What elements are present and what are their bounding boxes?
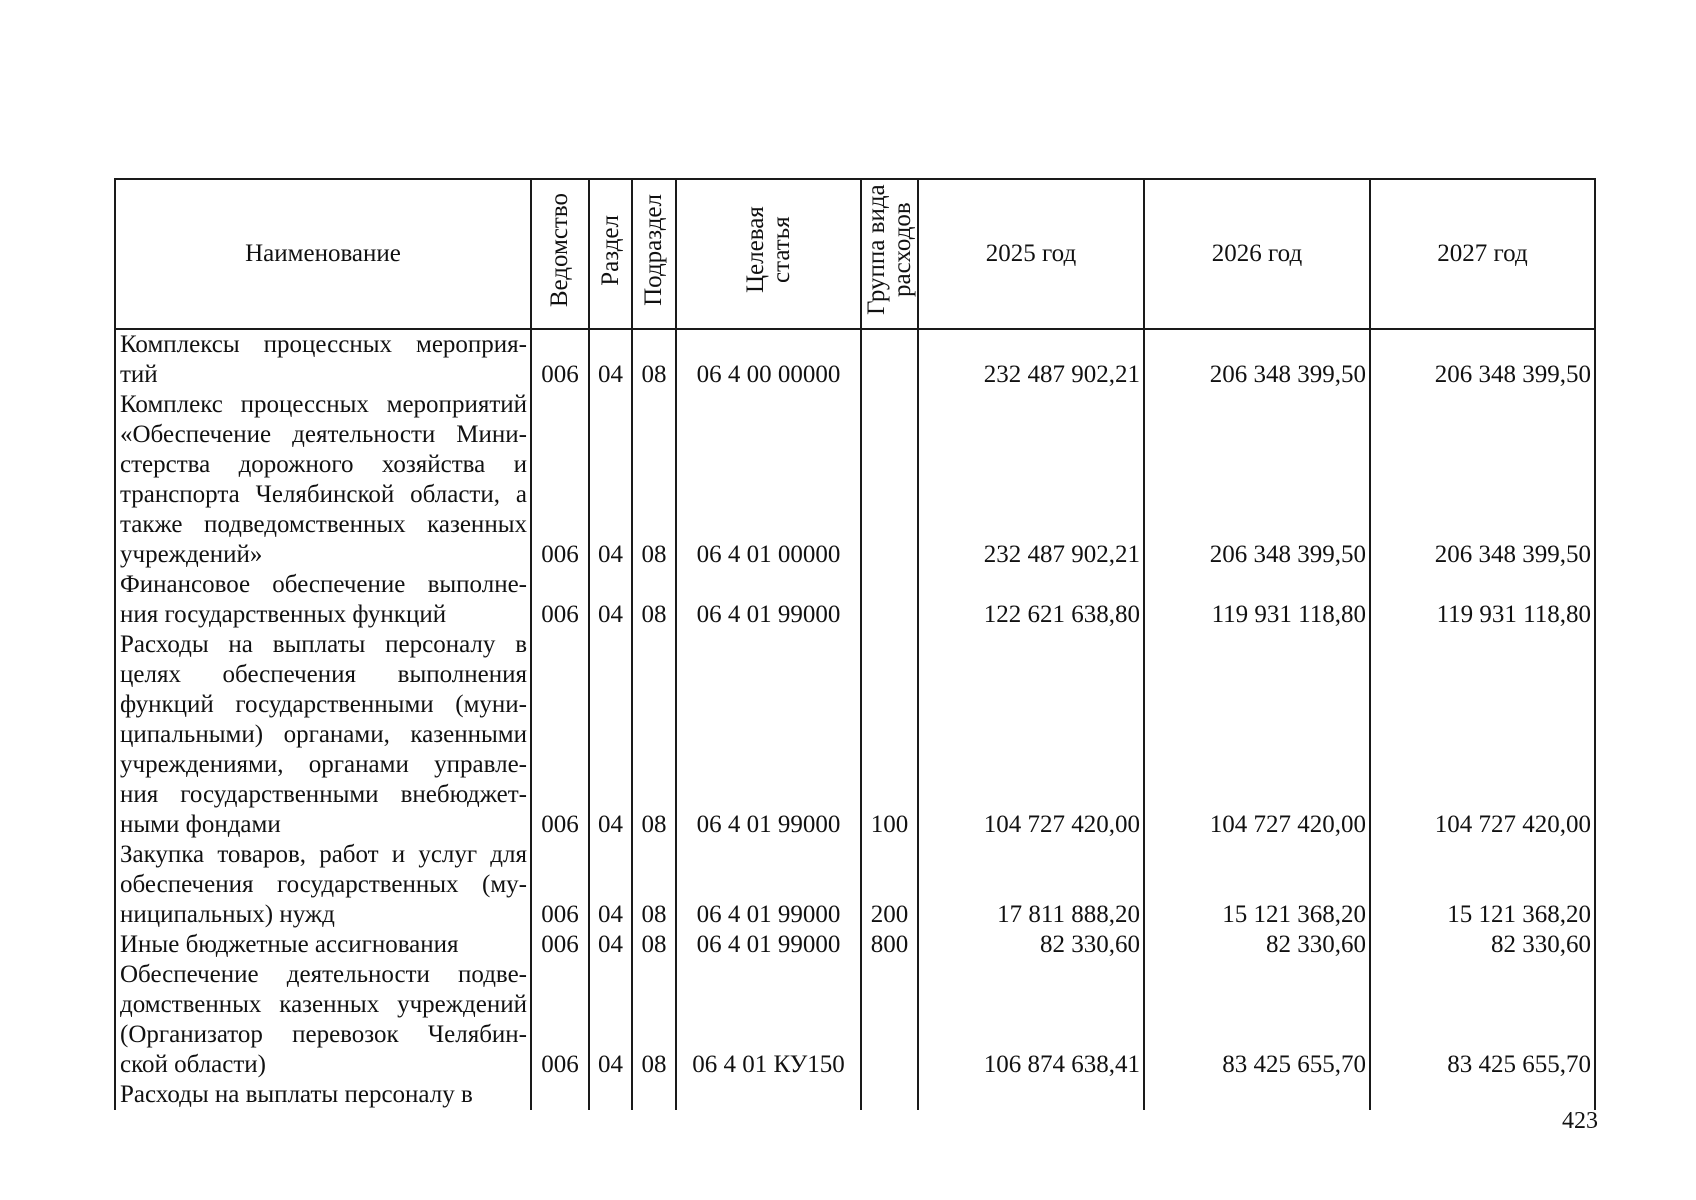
row-gruppa: 100 <box>861 630 918 840</box>
row-2027: 104 727 420,00 <box>1370 630 1595 840</box>
row-2026: 104 727 420,00 <box>1144 630 1370 840</box>
row-2025: 232 487 902,21 <box>918 390 1144 570</box>
row-podrazdel: 08 <box>632 329 676 390</box>
row-ved: 006 <box>531 390 589 570</box>
row-2026: 206 348 399,50 <box>1144 329 1370 390</box>
row-2025: 82 330,60 <box>918 930 1144 960</box>
row-name: Финансовое обеспечение выполне-ния государственных функций <box>115 570 531 630</box>
table-row <box>115 1080 1595 1110</box>
row-ved: 006 <box>531 930 589 960</box>
row-ved: 006 <box>531 960 589 1080</box>
row-2025: 106 874 638,41 <box>918 960 1144 1080</box>
table-row <box>115 930 1595 960</box>
row-celevaya: 06 4 00 00000 <box>676 329 861 390</box>
header-razdel: Раздел <box>589 179 632 329</box>
row-2027: 15 121 368,20 <box>1370 840 1595 930</box>
row-razdel <box>589 1080 632 1110</box>
table-body <box>115 329 1595 1110</box>
row-razdel: 04 <box>589 960 632 1080</box>
table-header <box>115 179 1595 329</box>
budget-table-container <box>114 178 1594 1108</box>
row-podrazdel: 08 <box>632 960 676 1080</box>
header-2026: 2026 год <box>1144 179 1370 329</box>
row-2026: 119 931 118,80 <box>1144 570 1370 630</box>
row-2027: 206 348 399,50 <box>1370 329 1595 390</box>
row-gruppa <box>861 329 918 390</box>
row-2025: 232 487 902,21 <box>918 329 1144 390</box>
row-2027: 82 330,60 <box>1370 930 1595 960</box>
table-row <box>115 390 1595 570</box>
header-2027: 2027 год <box>1370 179 1595 329</box>
row-razdel: 04 <box>589 630 632 840</box>
table-row <box>115 329 1595 390</box>
row-ved: 006 <box>531 570 589 630</box>
page-number: 423 <box>1562 1108 1598 1134</box>
header-name: Наименование <box>115 179 531 329</box>
row-celevaya: 06 4 01 00000 <box>676 390 861 570</box>
row-ved <box>531 1080 589 1110</box>
table-row <box>115 630 1595 840</box>
row-gruppa: 200 <box>861 840 918 930</box>
row-2025: 122 621 638,80 <box>918 570 1144 630</box>
row-2025: 17 811 888,20 <box>918 840 1144 930</box>
row-celevaya: 06 4 01 99000 <box>676 840 861 930</box>
header-celevaya: Целевая статья <box>676 179 861 329</box>
row-podrazdel: 08 <box>632 390 676 570</box>
row-gruppa <box>861 570 918 630</box>
row-2027: 83 425 655,70 <box>1370 960 1595 1080</box>
row-podrazdel <box>632 1080 676 1110</box>
row-2026: 15 121 368,20 <box>1144 840 1370 930</box>
row-celevaya: 06 4 01 99000 <box>676 930 861 960</box>
row-ved: 006 <box>531 630 589 840</box>
row-name: Расходы на выплаты персоналу в целях обеспечения выполнения функций государственными (муни-ципальными) органами, казенными учреждениями, органами управле-ния государственными внебюджет-ными фондами <box>115 630 531 840</box>
row-2027 <box>1370 1080 1595 1110</box>
row-celevaya: 06 4 01 99000 <box>676 630 861 840</box>
header-ved: Ведомство <box>531 179 589 329</box>
row-celevaya <box>676 1080 861 1110</box>
row-name: Расходы на выплаты персоналу в <box>115 1080 531 1110</box>
row-name: Комплексы процессных мероприя-тий <box>115 329 531 390</box>
row-celevaya: 06 4 01 99000 <box>676 570 861 630</box>
row-podrazdel: 08 <box>632 630 676 840</box>
row-gruppa <box>861 1080 918 1110</box>
budget-table <box>114 178 1596 1110</box>
row-name: Обеспечение деятельности подве-домственных казенных учреждений (Организатор перевозок Челябин-ской области) <box>115 960 531 1080</box>
table-row <box>115 960 1595 1080</box>
row-name: Закупка товаров, работ и услуг для обеспечения государственных (му-ниципальных) нужд <box>115 840 531 930</box>
header-podrazdel: Подраздел <box>632 179 676 329</box>
row-2027: 206 348 399,50 <box>1370 390 1595 570</box>
row-gruppa <box>861 390 918 570</box>
row-2026: 83 425 655,70 <box>1144 960 1370 1080</box>
row-razdel: 04 <box>589 570 632 630</box>
row-podrazdel: 08 <box>632 840 676 930</box>
row-gruppa: 800 <box>861 930 918 960</box>
header-gruppa: Группа вида расходов <box>861 179 918 329</box>
row-podrazdel: 08 <box>632 930 676 960</box>
table-row <box>115 570 1595 630</box>
row-gruppa <box>861 960 918 1080</box>
row-2027: 119 931 118,80 <box>1370 570 1595 630</box>
row-2025: 104 727 420,00 <box>918 630 1144 840</box>
row-2026: 206 348 399,50 <box>1144 390 1370 570</box>
row-ved: 006 <box>531 329 589 390</box>
header-2025: 2025 год <box>918 179 1144 329</box>
row-podrazdel: 08 <box>632 570 676 630</box>
row-2025 <box>918 1080 1144 1110</box>
row-ved: 006 <box>531 840 589 930</box>
row-2026 <box>1144 1080 1370 1110</box>
row-celevaya: 06 4 01 КУ150 <box>676 960 861 1080</box>
row-2026: 82 330,60 <box>1144 930 1370 960</box>
row-name: Иные бюджетные ассигнования <box>115 930 531 960</box>
table-row <box>115 840 1595 930</box>
row-razdel: 04 <box>589 840 632 930</box>
row-razdel: 04 <box>589 390 632 570</box>
row-name: Комплекс процессных мероприятий «Обеспечение деятельности Мини-стерства дорожного хозяйства и транспорта Челябинской области, а также подведомственных казенных учреждений» <box>115 390 531 570</box>
row-razdel: 04 <box>589 329 632 390</box>
row-razdel: 04 <box>589 930 632 960</box>
